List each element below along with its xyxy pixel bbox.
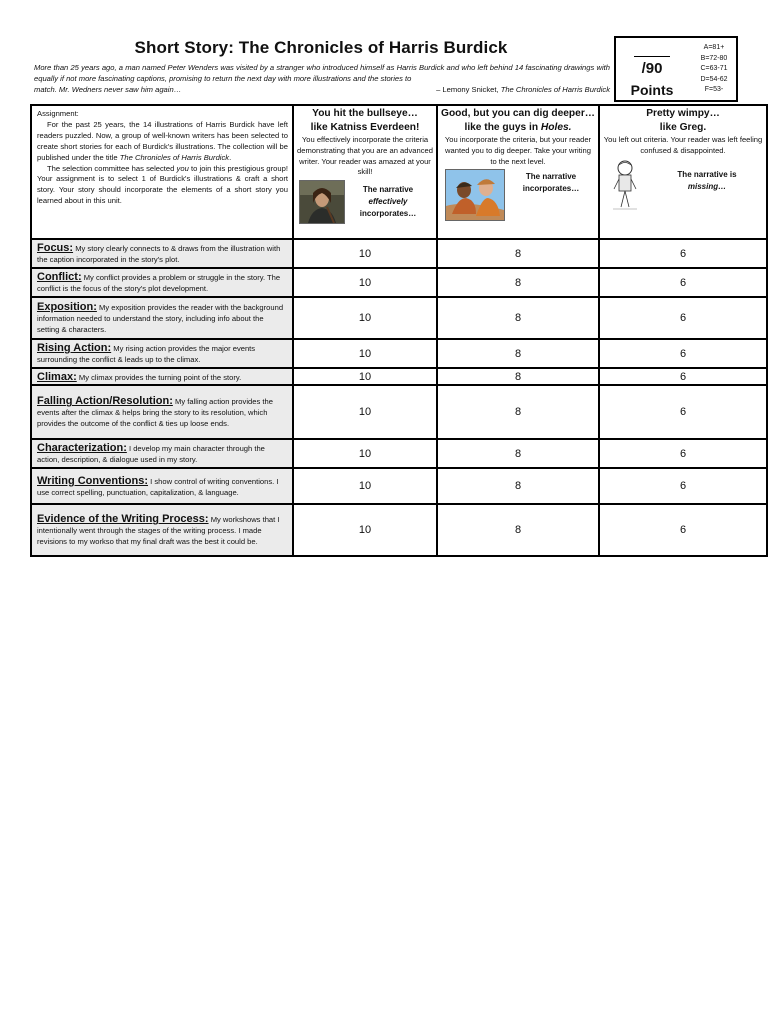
criterion-row <box>31 385 767 439</box>
grade-c: C=63-71 <box>700 65 728 72</box>
score-cell: 6 <box>599 504 767 556</box>
assignment-label: Assignment: <box>37 109 79 118</box>
criterion-name: Exposition: <box>37 301 97 314</box>
points-label: Points <box>630 82 674 98</box>
criterion-text: My workshows that I intentionally went through the stages of the writing process. I made revisions to my workso that my final draft was the best it could be. <box>37 515 280 547</box>
score-cell: 6 <box>599 268 767 297</box>
criterion-row <box>31 297 767 339</box>
score-cell: 8 <box>437 268 599 297</box>
criteria-body <box>31 239 767 556</box>
criterion-row <box>31 239 767 268</box>
level-proficient-heading-2: like the guys in Holes. <box>464 122 572 133</box>
criterion-cell <box>31 268 293 297</box>
header <box>30 36 768 104</box>
score-cell: 8 <box>437 504 599 556</box>
assignment-cell <box>31 105 293 239</box>
criterion-text: My exposition provides the reader with the background information needed to understand the story, including info about the setting & characters. <box>37 303 284 335</box>
criterion-cell <box>31 339 293 368</box>
score-cell: 8 <box>437 439 599 468</box>
score-cell: 10 <box>293 385 437 439</box>
score-cell: 10 <box>293 297 437 339</box>
score-cell: 6 <box>599 385 767 439</box>
level-developing-narrative: The narrative is missing… <box>677 169 737 191</box>
points-blank-line <box>634 56 670 57</box>
quote-attribution: – Lemony Snicket, The Chronicles of Harris Burdick <box>436 84 610 94</box>
assignment-paragraph-1: For the past 25 years, the 14 illustrations of Harris Burdick have left readers puzzled. Now, a group of well-known writers has been selected to create short stories for each of Burdick's illustrations. The collection will be published under the title The Chronicles of Harris Burdick. <box>37 119 288 162</box>
criterion-text: I show control of writing conventions. I use correct spelling, punctuation, capitalization, & language. <box>37 476 279 497</box>
assignment-paragraph-2: The selection committee has selected you to join this prestigious group! Your assignment is to select 1 of Burdick's illustrations & craft a short story. Your story should incorporate the elements of a short story you learned about in this unit. <box>37 163 288 206</box>
level-advanced <box>293 105 437 239</box>
rubric-page <box>30 36 768 547</box>
level-proficient-desc: You incorporate the criteria, but your reader wanted you to dig deeper. Take your writing to the next level. <box>444 135 592 166</box>
score-cell: 6 <box>599 439 767 468</box>
criterion-row <box>31 268 767 297</box>
intro-end: match. Mr. Wedners never saw him again… <box>34 84 182 94</box>
criterion-text: I develop my main character through the action, description, & dialogue used in my story. <box>37 444 265 465</box>
greg-image <box>611 159 639 211</box>
criterion-row <box>31 339 767 368</box>
page-title: Short Story: The Chronicles of Harris Burdick <box>134 38 508 57</box>
criterion-name: Climax: <box>37 370 77 383</box>
criterion-name: Conflict: <box>37 271 82 284</box>
criterion-cell <box>31 239 293 268</box>
score-cell: 10 <box>293 468 437 504</box>
criterion-cell <box>31 385 293 439</box>
level-proficient-heading-1: Good, but you can dig deeper… <box>441 108 595 119</box>
rubric-header-row <box>31 105 767 239</box>
criterion-cell <box>31 439 293 468</box>
criterion-row <box>31 439 767 468</box>
score-cell: 10 <box>293 368 437 385</box>
level-advanced-narrative: The narrative effectively incorporates… <box>359 185 417 219</box>
level-developing <box>599 105 767 239</box>
holes-image <box>445 169 505 221</box>
criterion-text: My falling action provides the events after the climax & helps bring the story to its resolution, which provides the outcome of the conflict & ties up loose ends. <box>37 397 273 429</box>
level-developing-heading-2: like Greg. <box>659 122 707 133</box>
criterion-row <box>31 504 767 556</box>
criterion-cell <box>31 504 293 556</box>
grade-scale <box>692 43 736 96</box>
criterion-text: My climax provides the turning point of the story. <box>78 372 242 382</box>
points-total: /90 <box>641 60 663 77</box>
score-cell: 8 <box>437 339 599 368</box>
criterion-cell <box>31 368 293 385</box>
rubric-table <box>30 104 768 557</box>
criterion-text: My conflict provides a problem or struggle in the story. The conflict is the focus of the story's plot development. <box>37 273 281 294</box>
level-proficient-narrative: The narrative incorporates… <box>522 172 580 194</box>
criterion-text: My story clearly connects to & draws from the illustration with the caption incorporated in the story's plot. <box>37 244 281 265</box>
criterion-name: Focus: <box>37 242 74 255</box>
katniss-image <box>299 180 345 224</box>
criterion-name: Evidence of the Writing Process: <box>37 513 209 526</box>
level-advanced-desc: You effectively incorporate the criteria demonstrating that you are an advanced writer. Your reader was amazed at your skill! <box>297 135 433 177</box>
score-cell: 10 <box>293 439 437 468</box>
level-developing-heading-1: Pretty wimpy… <box>646 108 720 119</box>
score-cell: 6 <box>599 239 767 268</box>
score-cell: 8 <box>437 385 599 439</box>
level-advanced-heading-2: like Katniss Everdeen! <box>310 122 420 133</box>
grade-d: D=54-62 <box>700 75 728 83</box>
level-proficient <box>437 105 599 239</box>
grade-b: B=72-80 <box>700 54 728 62</box>
intro-text: More than 25 years ago, a man named Peter Wenders was visited by a stranger who introduced himself as Harris Burdick and who left behind 14 fascinating drawings with equally if not more fascinating captions, promising to return the next day with more illustrations and the stories to <box>34 63 610 83</box>
grade-a: A=81+ <box>703 44 725 51</box>
level-developing-desc: You left out criteria. Your reader was left feeling confused & disappointed. <box>603 135 763 155</box>
criterion-row <box>31 468 767 504</box>
criterion-text: My rising action provides the major events surrounding the conflict & leads up to the climax. <box>37 344 256 365</box>
score-cell: 8 <box>437 368 599 385</box>
score-cell: 8 <box>437 239 599 268</box>
score-cell: 10 <box>293 239 437 268</box>
score-cell: 6 <box>599 368 767 385</box>
score-cell: 8 <box>437 468 599 504</box>
points-box <box>614 36 738 102</box>
criterion-cell <box>31 468 293 504</box>
criterion-row <box>31 368 767 385</box>
criterion-name: Rising Action: <box>37 342 112 355</box>
level-advanced-heading-1: You hit the bullseye… <box>312 108 418 119</box>
score-cell: 8 <box>437 297 599 339</box>
score-cell: 10 <box>293 504 437 556</box>
grade-f: F=53- <box>704 86 724 93</box>
score-cell: 10 <box>293 339 437 368</box>
score-cell: 6 <box>599 339 767 368</box>
criterion-name: Writing Conventions: <box>37 474 149 487</box>
score-cell: 10 <box>293 268 437 297</box>
score-cell: 6 <box>599 468 767 504</box>
score-cell: 6 <box>599 297 767 339</box>
criterion-cell <box>31 297 293 339</box>
criterion-name: Characterization: <box>37 442 127 455</box>
criterion-name: Falling Action/Resolution: <box>37 395 173 408</box>
